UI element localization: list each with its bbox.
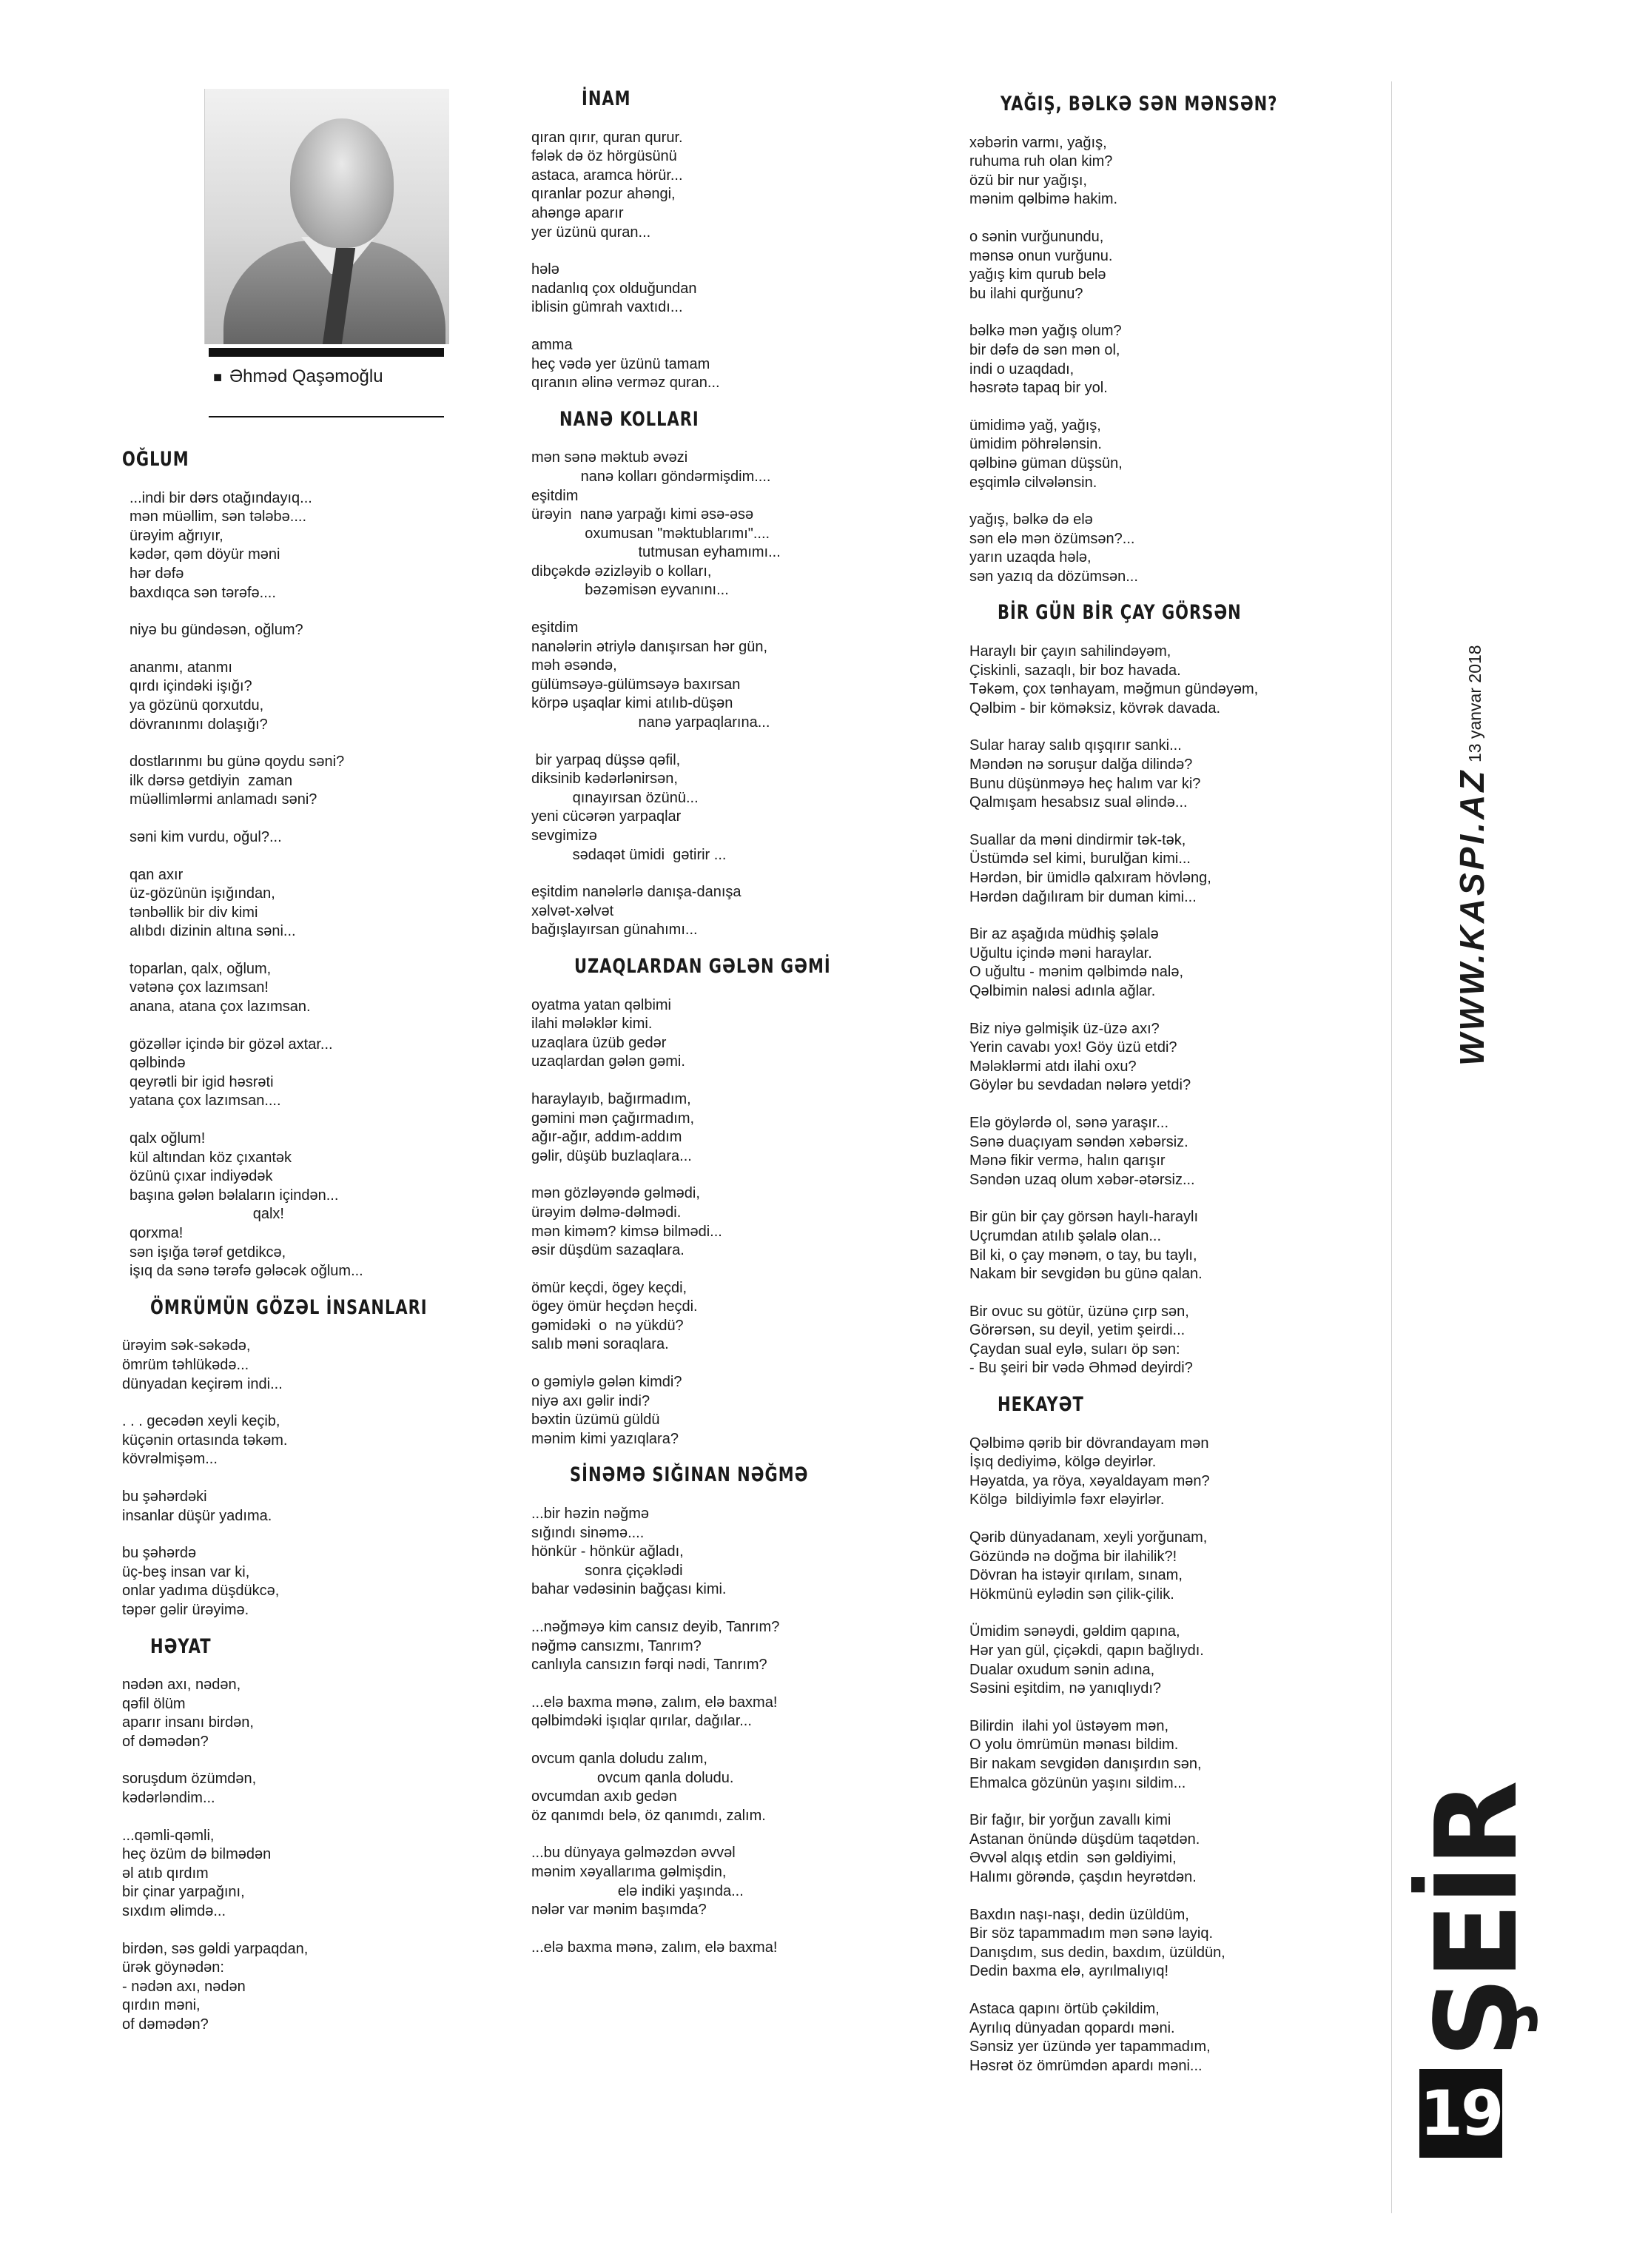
poem-hekayet (969, 1393, 1384, 2076)
stanza: Ümidim sənəydi, gəldim qapına, Hər yan gül, çiçəkdi, qapın bağlıydı. Dualar oxudum sənin adına, Səsini eşitdim, nə yanıqlıydı? (969, 1623, 1204, 1697)
stanza: o sənin vurğunundu, mənsə onun vurğunu. yağış kim qurub belə bu ilahi qurğunu? (969, 228, 1113, 302)
stanza: ...bir həzin nəğmə sığındı sinəmə.... hönkür - hönkür ağladı, sonra çiçəklədi bahar vədəsinin bağçası kimi. (531, 1506, 727, 1598)
stanza: Qərib dünyadanam, xeyli yorğunam, Gözündə nə doğma bir ilahilik?! Dövran ha istəyir qırılam, sınam, Hökmünü eylədin sən çilik-çilik. (969, 1529, 1208, 1603)
author-bar (209, 348, 444, 357)
stanza: ürəyim sək-səkədə, ömrüm təhlükədə... dünyadan keçirəm indi... (122, 1338, 283, 1392)
issue-date: 13 yanvar 2018 (1465, 645, 1484, 762)
stanza: Astaca qapını örtüb çəkildim, Ayrılıq dünyadan qopardı məni. Sənsiz yer üzündə yer tapammadım, Həsrət öz ömrümdən apardı məni... (969, 2000, 1211, 2074)
poem-title: OĞLUM (122, 448, 189, 470)
poem-title: HƏYAT (150, 1634, 212, 1657)
stanza: ...elə baxma mənə, zalım, elə baxma! qəlbimdəki işıqlar qırılar, dağılar... (531, 1694, 778, 1730)
stanza: soruşdum özümdən, kədərləndim... (122, 1771, 257, 1807)
byline-square: ■ (213, 369, 223, 386)
section-title: ŞEİR (1411, 1783, 1542, 2058)
column-3 (969, 93, 1384, 2094)
stanza: hələ nadanlıq çox olduğundan iblisin gümrah vaxtıdı... (531, 261, 697, 316)
stanza: oyatma yatan qəlbimi ilahi mələklər kimi. uzaqlara üzüb gedər uzaqlardan gələn gəmi. (531, 996, 685, 1070)
poem-yagis (969, 93, 1384, 586)
stanza: Baxdın naşı-naşı, dedin üzüldüm, Bir söz tapammadım mən sənə layiq. Danışdım, sus dedin, baxdım, üzüldün, Dedin baxma elə, ayrılmalıyıq! (969, 1906, 1225, 1980)
stanza: ananmı, atanmı qırdı içindəki işığı? ya gözünü qorxutdu, dövranınmı dolaşığı? (130, 659, 268, 733)
stanza: ömür keçdi, ögey keçdi, ögey ömür heçdən heçdi. gəmidəki o nə yükdü? salıb məni soraqlara. (531, 1279, 698, 1353)
poem-title: SİNƏMƏ SIĞINAN NƏĞMƏ (570, 1463, 809, 1486)
stanza: səni kim vurdu, oğul?... (130, 828, 282, 845)
poem-title: İNAM (582, 87, 631, 110)
poem-nane-kollari (531, 408, 901, 940)
stanza: birdən, səs gəldi yarpaqdan, ürək göynədən: - nədən axı, nədən qırdın məni, of dəmədən? (122, 1940, 309, 2033)
stanza: haraylayıb, bağırmadım, gəmini mən çağırmadım, ağır-ağır, addım-addım gəlir, düşüb buzlaqlara... (531, 1090, 695, 1164)
stanza: Elə göylərdə ol, sənə yaraşır... Sənə duaçıyam səndən xəbərsiz. Mənə fikir vermə, halın qarışır Səndən uzaq olum xəbər-ətərsiz... (969, 1114, 1195, 1188)
author-underline (209, 416, 444, 417)
column-2 (531, 87, 901, 1976)
stanza: Bir gün bir çay görsən haylı-haraylı Uçrumdan atılıb şəlalə olan... Bil ki, o çay mənəm, o tay, bu taylı, Nakam bir sevgidən bu günə qalan. (969, 1209, 1203, 1283)
stanza: eşitdim nanələrlə danışa-danışa xəlvət-xəlvət bağışlayırsan günahımı... (531, 884, 741, 939)
stanza: . . . gecədən xeyli keçib, küçənin ortasında təkəm. kövrəlmişəm... (122, 1413, 288, 1468)
stanza: Sular haray salıb qışqırır sanki... Məndən nə soruşur dalğa dilində? Bunu düşünməyə heç halım var ki? Qalmışam hesabsız sual əlində... (969, 737, 1201, 811)
site-url: WWW.KASPI.AZ (1453, 768, 1491, 1066)
author-name: Əhməd Qaşəmoğlu (229, 366, 383, 386)
stanza: Bilirdin ilahi yol üstəyəm mən, O yolu ömrümün mənası bildim. Bir nakam sevgidən danışırdın sən, Ehmalca gözünün yaşını sildim... (969, 1717, 1202, 1791)
author-photo (204, 89, 449, 344)
stanza: qalx oğlum! kül altından köz çıxantək özünü çıxar indiyədək başına gələn bəlaların içindən... qalx! qorxma! sən işığa tərəf getdikcə, işıq da sənə tərəfə gələcək oğlum... (130, 1130, 363, 1280)
stanza: ümidimə yağ, yağış, ümidim pöhrələnsin. qəlbinə güman düşsün, eşqimlə cilvələnsin. (969, 417, 1123, 491)
stanza: qıran qırır, quran qurur. fələk də öz hörgüsünü astaca, aramca hörür... qıranlar pozur ahəngi, ahəngə aparır yer üzünü quran... (531, 129, 683, 241)
page-number: 19 (1419, 2077, 1502, 2150)
page-number-box (1419, 2069, 1502, 2158)
stanza: ...bu dünyaya gəlməzdən əvvəl mənim xəyallarıma gəlmişdin, elə indiki yaşında... nələr var mənim başımda? (531, 1845, 744, 1919)
poem-title: YAĞIŞ, BƏLKƏ SƏN MƏNSƏN? (1001, 93, 1278, 115)
stanza: Qəlbimə qərib bir dövrandayam mən İşıq dediyimə, kölgə deyirlər. Həyatda, ya röya, xəyaldayam mən? Kölgə bildiyimlə fəxr eləyirlər. (969, 1435, 1210, 1509)
stanza: bu şəhərdə üç-beş insan var ki, onlar yadıma düşdükcə, təpər gəlir ürəyimə. (122, 1545, 280, 1618)
stanza: Bir az aşağıda müdhiş şəlalə Uğultu içində məni haraylar. O uğultu - mənim qəlbimdə nalə, Qəlbimin naləsi adınla ağlar. (969, 926, 1184, 999)
stanza: mən gözləyəndə gəlmədi, ürəyim dəlmə-dəlmədi. mən kiməm? kimsə bilmədi... əsir düşdüm sazaqlara. (531, 1185, 722, 1259)
stanza: xəbərin varmı, yağış, ruhuma ruh olan kim? özü bir nur yağışı, mənim qəlbimə hakim. (969, 134, 1118, 208)
stanza: amma heç vədə yer üzünü tamam qıranın əlinə verməz quran... (531, 336, 720, 392)
stanza: bu şəhərdəki insanlar düşür yadıma. (122, 1488, 272, 1524)
stanza: qan axır üz-gözünün işığından, tənbəllik bir div kimi alıbdı dizinin altına səni... (130, 866, 296, 940)
stanza: nədən axı, nədən, qəfil ölüm aparır insanı birdən, of dəmədən? (122, 1677, 254, 1750)
poem-title: ÖMRÜMÜN GÖZƏL İNSANLARI (150, 1295, 428, 1318)
stanza: Bir fağır, bir yorğun zavallı kimi Astanan önündə düşdüm taqətdən. Əvvəl alqış etdin sən gəldiyimi, Halımı görəndə, çaşdın heyrətdən. (969, 1812, 1200, 1885)
poem-title: UZAQLARDAN GƏLƏN GƏMİ (574, 954, 831, 977)
stanza: ovcum qanla doludu zalım, ovcum qanla doludu. ovcumdan axıb gedən öz qanımdı belə, öz qanımdı, zalım. (531, 1750, 766, 1824)
poem-uzaqlardan (531, 955, 901, 1449)
stanza: toparlan, qalx, oğlum, vətənə çox lazımsan! anana, atana çox lazımsan. (130, 960, 311, 1016)
stanza: Suallar da məni dindirmir tək-tək, Üstümdə sel kimi, burulğan kimi... Hərdən, bir ümidlə qalxıram hövləng, Hərdən dağılıram bir duman kimi... (969, 831, 1211, 905)
stanza: Haraylı bir çayın sahilindəyəm, Çiskinli, sazaqlı, bir boz havada. Təkəm, çox tənhayam, məğmun gündəyəm, Qəlbim - bir köməksiz, kövrək davada. (969, 643, 1259, 717)
stanza: Bir ovuc su götür, üzünə çırp sən, Görərsən, su deyil, yetim şeirdi... Çaydan sual eylə, suları öp sən: - Bu şeiri bir vədə Əhməd deyirdi? (969, 1303, 1193, 1377)
stanza: ...nəğməyə kim cansız deyib, Tanrım? nəğmə cansızmı, Tanrım? canlıyla cansızın fərqi nədi, Tanrım? (531, 1619, 780, 1674)
poem-inam (531, 87, 901, 393)
poem-heyat (122, 1635, 448, 2035)
stanza: o gəmiylə gələn kimdi? niyə axı gəlir indi? bəxtin üzümü güldü mənim kimi yazıqlara? (531, 1374, 682, 1447)
column-divider (1391, 81, 1392, 2213)
stanza: bəlkə mən yağış olum? bir dəfə də sən mən ol, indi o uzaqdadı, həsrətə tapaq bir yol. (969, 323, 1122, 397)
photo-head (290, 118, 394, 248)
stanza: ...qəmli-qəmli, heç özüm də bilmədən əl atıb qırdım bir çinar yarpağını, sıxdım əlimdə... (122, 1827, 272, 1920)
stanza: eşitdim nanələrin ətriylə danışırsan hər gün, məh əsəndə, gülümsəyə-gülümsəyə baxırsan körpə uşaqlar kimi atılıb-düşən nanə yarpaqlarına... (531, 620, 770, 731)
author-byline (213, 366, 383, 387)
poem-title: BİR GÜN BİR ÇAY GÖRSƏN (998, 601, 1242, 624)
stanza: bir yarpaq düşsə qəfil, diksinib kədərlənirsən, qınayırsan özünü... yeni cücərən yarpaqlar sevgimizə sədaqət ümidi gətirir ... (531, 751, 727, 863)
stanza: Biz niyə gəlmişik üz-üzə axı? Yerin cavabı yox! Göy üzü etdi? Mələklərmi atdı ilahi oxu? Göylər bu sevdadan nələrə yetdi? (969, 1020, 1191, 1094)
poem-bir-gun (969, 601, 1384, 1378)
stanza: niyə bu gündəsən, oğlum? (130, 622, 303, 639)
poem-title: NANƏ KOLLARI (559, 407, 699, 430)
stanza: yağış, bəlkə də elə sən elə mən özümsən?... yarın uzaqda hələ, sən yazıq da dözümsən... (969, 511, 1138, 585)
stanza: ...elə baxma mənə, zalım, elə baxma! (531, 1939, 778, 1956)
poem-title: HEKAYƏT (998, 1393, 1084, 1416)
stanza: dostlarınmı bu günə qoydu səni? ilk dərsə getdiyin zaman müəllimlərmi anlamadı səni? (130, 754, 345, 808)
stanza: gözəllər içində bir gözəl axtar... qəlbində qeyrətli bir igid həsrəti yatana çox lazımsan.... (130, 1036, 333, 1110)
poem-ogl (122, 448, 448, 1281)
poem-omrumun (122, 1296, 448, 1620)
stanza: ...indi bir dərs otağındayıq... mən müəllim, sən tələbə.... ürəyim ağrıyır, kədər, qəm döyür məni hər dəfə baxdıqca sən tərəfə.... (130, 489, 312, 601)
poem-sineme (531, 1463, 901, 1957)
column-1 (122, 448, 448, 2053)
stanza: mən sənə məktub əvəzi nanə kolları göndərmişdim.... eşitdim ürəyin nanə yarpağı kimi əsə-əsə oxumusan "məktublarımı".... tutmusan eyhamımı... dibçəkdə əzizləyib o kolları, bəzəmisən eyvanını... (531, 449, 781, 599)
